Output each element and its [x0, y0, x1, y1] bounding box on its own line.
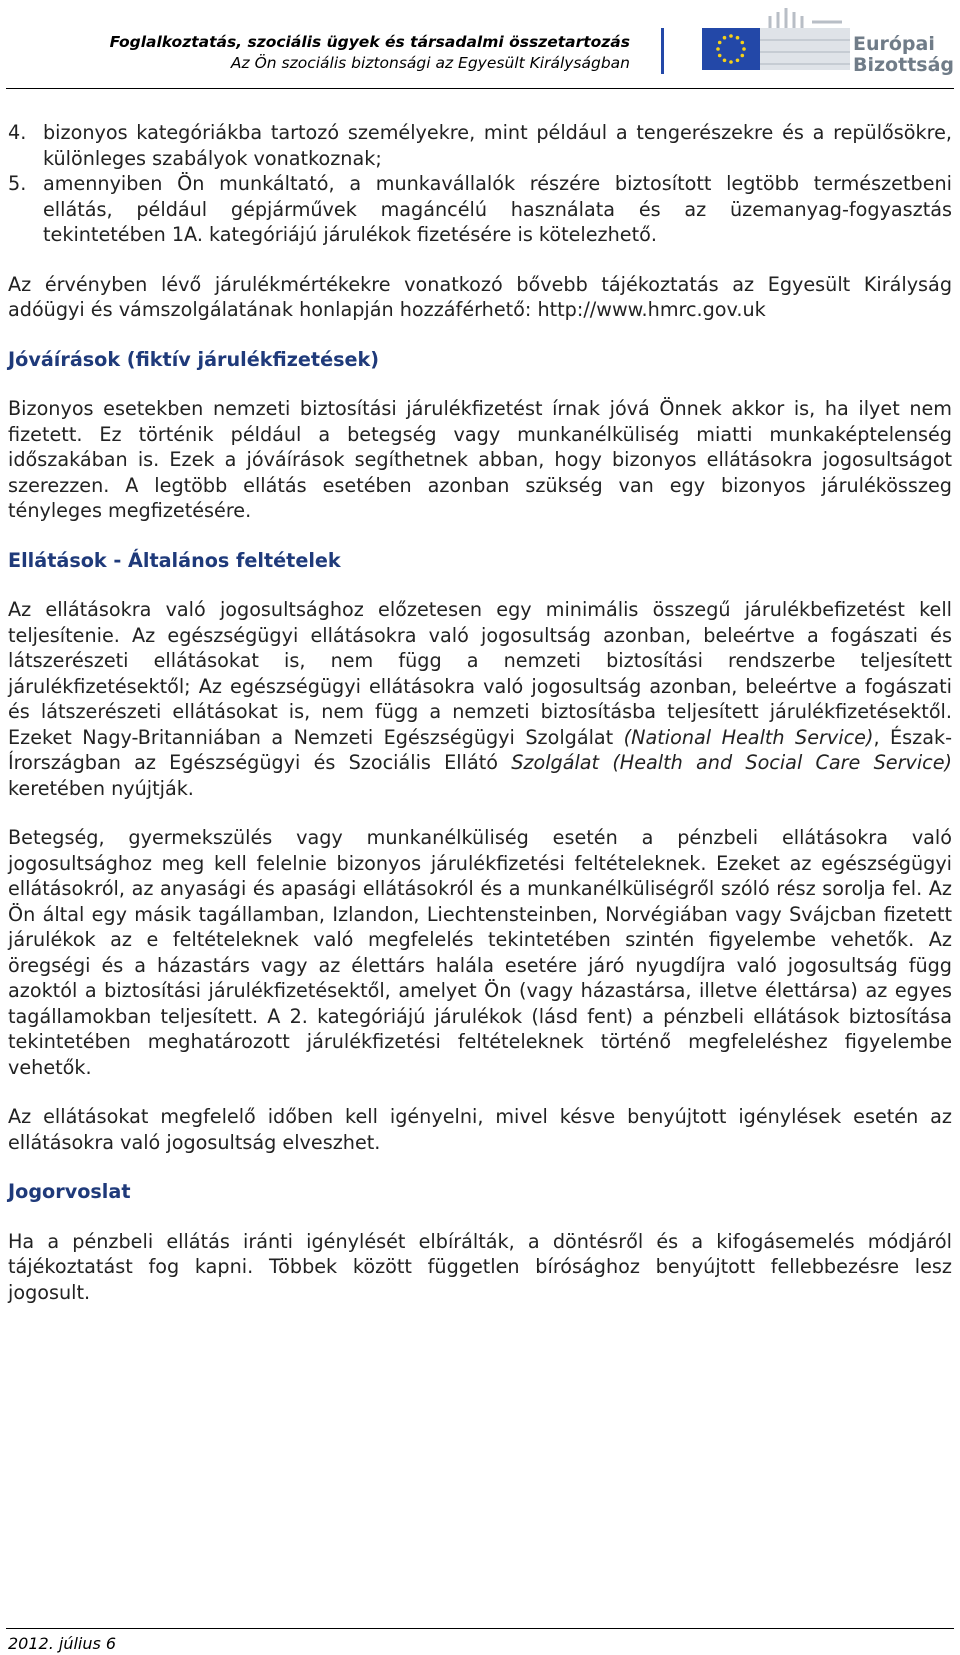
- eu-star-icon: [723, 36, 727, 40]
- header-rule: [6, 88, 954, 89]
- footer-date: 2012. július 6: [8, 1634, 117, 1653]
- eu-star-icon: [729, 60, 733, 64]
- header-title: Foglalkoztatás, szociális ügyek és társadalmi összetartozás: [109, 33, 630, 51]
- eu-star-icon: [741, 41, 745, 45]
- document-body: [8, 120, 952, 1305]
- list-text: amennyiben Ön munkáltató, a munkavállalók részére biztosított legtöbb természetbeni ellátás, például gépjárművek magáncélú használata és az üzemanyag-fogyasztás tekintetében 1A. kategóriájú járulékok fizetésére is kötelezhető.: [43, 172, 952, 246]
- appeal-paragraph: Ha a pénzbeli ellátás iránti igénylését elbírálták, a döntésről és a kifogásemelés módjáról tájékoztatást fog kapni. Többek között független bírósághoz benyújtott fellebbezésre lesz jogosult.: [8, 1229, 952, 1304]
- header-divider: [661, 28, 664, 74]
- header-text: [110, 32, 630, 74]
- claim-paragraph: Az ellátásokat megfelelő időben kell igényelni, mivel késve benyújtott igénylések esetén az ellátásokra való jogosultság elveszhet.: [8, 1105, 952, 1154]
- eu-star-icon: [741, 54, 745, 58]
- eu-star-icon: [718, 54, 722, 58]
- info-paragraph: Az érvényben lévő járulékmértékekre vonatkozó bővebb tájékoztatás az Egyesült Királyság adóügyi és vámszolgálatának honlapján hozzáférhető: http://www.hmrc.gov.uk: [8, 272, 952, 321]
- list-number: 4.: [8, 121, 27, 144]
- list-number: 5.: [8, 172, 27, 195]
- eu-star-icon: [718, 41, 722, 45]
- eu-star-icon: [723, 59, 727, 63]
- page-header: [0, 0, 960, 92]
- european-commission-wordmark: Európai Bizottság: [853, 33, 955, 76]
- benefits-paragraph: Az ellátásokra való jogosultsághoz előzetesen egy minimális összegű járulékbefizetést kell teljesítenie. Az egészségügyi ellátásokra való jogosultság azonban, beleértve a fogászati és látszerészeti ellátásokat is, nem függ a nemzeti biztosítási rendszerbe teljesített járulékfizetésektől; Az egészségügyi ellátásokra való jogosultság azonban, beleértve a fogászati és látszerészeti ellátásokat is, nem függ a nemzeti biztosításba teljesített járulékfizetésektől. Ezeket Nagy-Britanniában a Nemzeti Egészségügyi Szolgálat (National Health Service), Észak-Írországban az Egészségügyi és Szociális Ellátó Szolgálat (Health and Social Care Service) keretében nyújtják.: [8, 598, 953, 800]
- section-heading-credits: Jóváírások (fiktív járulékfizetések): [8, 347, 380, 371]
- list-item: [8, 120, 952, 171]
- section-heading-appeal: Jogorvoslat: [8, 1180, 131, 1203]
- list-text: bizonyos kategóriákba tartozó személyekre, mint például a tengerészekre és a repülősökre, különleges szabályok vonatkoznak;: [43, 121, 952, 170]
- header-subtitle: Az Ön szociális biztonsági az Egyesült Királyságban: [230, 54, 630, 72]
- eu-star-icon: [742, 47, 746, 51]
- list-item: [8, 171, 952, 248]
- cash-benefits-paragraph: Betegség, gyermekszülés vagy munkanélküliség esetén a pénzbeli ellátásokra való jogosultsághoz meg kell felelnie bizonyos járulékfizetési feltételeknek. Ezeket az egészségügyi ellátásokról, az anyasági és apasági ellátásokról és a munkanélküliségről szóló rész sorolja fel. Az Ön által egy másik tagállamban, Izlandon, Liechtensteinben, Norvégiában vagy Svájcban fizetett járulékok az e feltételeknek való megfelelés tekintetében szintén figyelembe vehetők. Az öregségi és a házastárs vagy az élettárs halála esetére járó nyugdíjra való jogosultság függ azoktól a biztosítási járulékfizetésektől, amelyet Ön (vagy házastársa, illetve élettársa) az egyes tagállamokban teljesített. A 2. kategóriájú járulékok (lásd fent) a pénzbeli ellátások biztosítása tekintetében meghatározott járulékfizetési feltételeknek történő megfeleléshez figyelembe vehetők.: [8, 826, 952, 1079]
- eu-star-icon: [729, 34, 733, 38]
- section-heading-benefits: Ellátások - Általános feltételek: [8, 548, 341, 572]
- eu-star-icon: [736, 36, 740, 40]
- credits-paragraph: Bizonyos esetekben nemzeti biztosítási járulékfizetést írnak jóvá Önnek akkor is, ha ilyet nem fizetett. Ez történik például a betegség vagy munkanélküliség miatti munkaképtelenség időszakában is. Ezek a jóváírások segíthetnek abban, hogy bizonyos ellátásokra jogosultságot szerezzen. A legtöbb ellátás esetében azonban szükség van egy bizonyos járulékösszeg tényleges megfizetésére.: [8, 397, 952, 522]
- european-commission-logo: [692, 8, 852, 88]
- footer-rule: [6, 1628, 954, 1629]
- eu-star-icon: [736, 59, 740, 63]
- eu-star-icon: [716, 47, 720, 51]
